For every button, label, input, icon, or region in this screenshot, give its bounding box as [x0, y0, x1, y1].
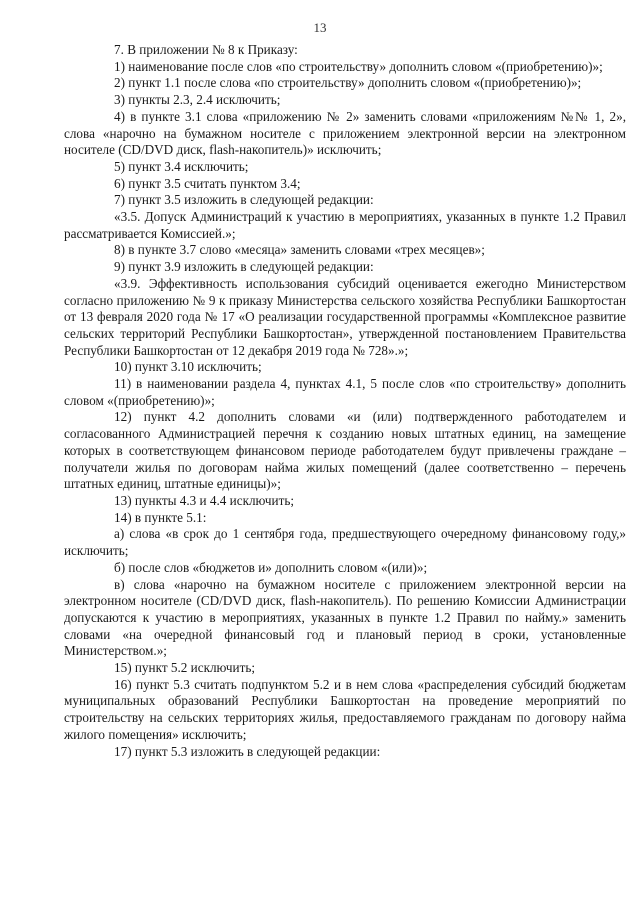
paragraph-11: 9) пункт 3.9 изложить в следующей редакции: — [114, 259, 374, 275]
paragraph-2: 1) наименование после слов «по строительству» дополнить словом «(приобретению)»; — [114, 58, 603, 74]
paragraph-4: 3) пункты 2.3, 2.4 исключить; — [114, 92, 281, 108]
paragraph-5: 4) в пункте 3.1 слова «приложению № 2» заменить словами «приложениям №№ 1, 2», слова «нарочно на бумажном носителе с приложением электронной версии на электронном носителе (CD/DVD диск, flash-накопитель)» исключить; — [64, 108, 626, 158]
paragraph-15: 12) пункт 4.2 дополнить словами «и (или) подтвержденного работодателем и согласованного Администрацией перечня к созданию новых штатных единиц, на замещение которых в соответствующем финансовом периоде работодателем будут привлечены граждане – получатели жилья по договорам найма жилых помещений (далее соответственно – перечень штатных единиц, штатные единицы)»; — [64, 409, 626, 492]
paragraph-1: 7. В приложении № 8 к Приказу: — [114, 42, 298, 57]
paragraph-8: 7) пункт 3.5 изложить в следующей редакции: — [114, 192, 374, 208]
paragraph-6: 5) пункт 3.4 исключить; — [114, 158, 249, 174]
paragraph-16: 13) пункты 4.3 и 4.4 исключить; — [114, 492, 295, 508]
paragraph-20: в) слова «нарочно на бумажном носителе с приложением электронной версии на электронном носителе (CD/DVD диск, flash-накопитель). По решению Комиссии Администрации допускаются к участию в мероприятиях, указанных в пункте 1.2 Правил по найму.» заменить словами «на очередной финансовый год и плановый период в сроки, установленные Министерством.»; — [64, 576, 626, 659]
paragraph-21: 15) пункт 5.2 исключить; — [114, 660, 256, 676]
paragraph-13: 10) пункт 3.10 исключить; — [114, 359, 262, 375]
paragraph-7: 6) пункт 3.5 считать пунктом 3.4; — [114, 175, 301, 191]
document-body — [64, 42, 626, 760]
paragraph-19: б) после слов «бюджетов и» дополнить словом «(или)»; — [114, 559, 428, 575]
paragraph-3: 2) пункт 1.1 после слова «по строительству» дополнить словом «(приобретению)»; — [114, 75, 582, 91]
paragraph-18: а) слова «в срок до 1 сентября года, предшествующего очередному финансовому году,» исключить; — [64, 526, 626, 559]
paragraph-23: 17) пункт 5.3 изложить в следующей редакции: — [114, 743, 381, 759]
page-number: 13 — [313, 20, 327, 35]
paragraph-17: 14) в пункте 5.1: — [114, 509, 207, 525]
paragraph-10: 8) в пункте 3.7 слово «месяца» заменить словами «трех месяцев»; — [114, 242, 485, 258]
paragraph-12: «3.9. Эффективность использования субсидий оценивается ежегодно Министерством согласно приложению № 9 к приказу Министерства сельского хозяйства Республики Башкортостан от 13 февраля 2020 года № 17 «О реализации государственной программы «Комплексное развитие сельских территорий Республики Башкортостан», утвержденной постановлением Правительства Республики Башкортостан от 12 декабря 2019 года № 728».»; — [64, 275, 626, 358]
paragraph-14: 11) в наименовании раздела 4, пунктах 4.1, 5 после слов «по строительству» дополнить словом «(приобретению)»; — [64, 376, 626, 408]
paragraph-22: 16) пункт 5.3 считать подпунктом 5.2 и в нем слова «распределения субсидий бюджетам муниципальных образований Республики Башкортостан на проведение мероприятий по строительству на сельских территориях жилья, предоставляемого гражданам по договору найма жилого помещения» исключить; — [64, 676, 626, 742]
paragraph-9: «3.5. Допуск Администраций к участию в мероприятиях, указанных в пункте 1.2 Правил рассматривается Комиссией.»; — [64, 209, 626, 241]
